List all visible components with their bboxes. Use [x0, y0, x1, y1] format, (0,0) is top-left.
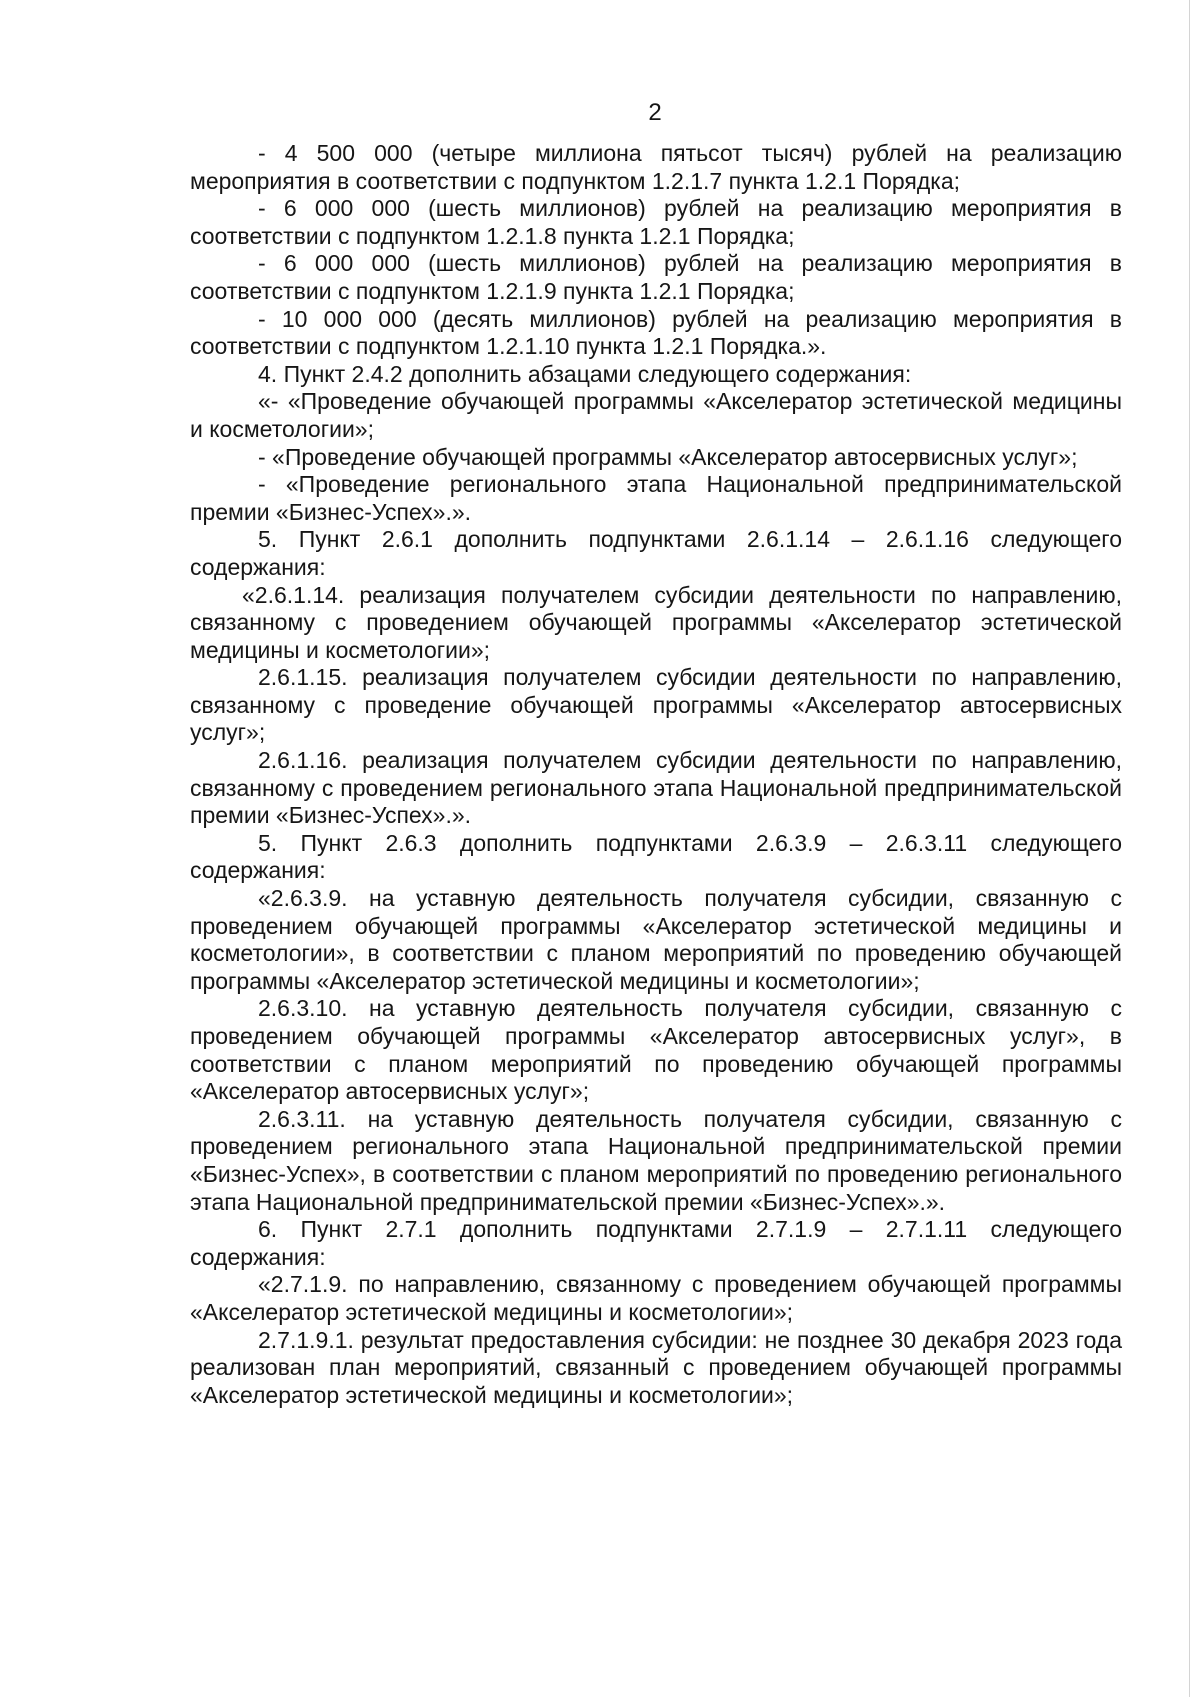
- paragraph: - 6 000 000 (шесть миллионов) рублей на реализацию мероприятия в соответствии с подпунктом 1.2.1.9 пункта 1.2.1 Порядка;: [190, 250, 1122, 304]
- paragraph: «2.6.3.9. на уставную деятельность получателя субсидии, связанную с проведением обучающей программы «Акселератор эстетической медицины и косметологии», в соответствии с планом мероприятий по проведению обучающей программы «Акселератор эстетической медицины и косметологии»;: [190, 885, 1122, 994]
- document-body: [190, 140, 1122, 1409]
- paragraph: 2.6.1.15. реализация получателем субсидии деятельности по направлению, связанному с проведение обучающей программы «Акселератор автосервисных услуг»;: [190, 664, 1122, 746]
- paragraph: «- «Проведение обучающей программы «Акселератор эстетической медицины и косметологии»;: [190, 388, 1122, 442]
- paragraph: 2.6.3.10. на уставную деятельность получателя субсидии, связанную с проведением обучающей программы «Акселератор автосервисных услуг», в соответствии с планом мероприятий по проведению обучающей программы «Акселератор автосервисных услуг»;: [190, 995, 1122, 1105]
- paragraph: - 6 000 000 (шесть миллионов) рублей на реализацию мероприятия в соответствии с подпунктом 1.2.1.8 пункта 1.2.1 Порядка;: [190, 195, 1122, 249]
- paragraph: - 4 500 000 (четыре миллиона пятьсот тысяч) рублей на реализацию мероприятия в соответствии с подпунктом 1.2.1.7 пункта 1.2.1 Порядка;: [190, 140, 1122, 194]
- paragraph: «2.6.1.14. реализация получателем субсидии деятельности по направлению, связанному с проведением обучающей программы «Акселератор эстетической медицины и косметологии»;: [190, 581, 1122, 663]
- paragraph: - «Проведение обучающей программы «Акселератор автосервисных услуг»;: [258, 443, 1078, 470]
- paragraph: 2.7.1.9.1. результат предоставления субсидии: не позднее 30 декабря 2023 года реализован план мероприятий, связанный с проведением обучающей программы «Акселератор эстетической медицины и косметологии»;: [190, 1326, 1122, 1408]
- paragraph: - «Проведение регионального этапа Национальной предпринимательской премии «Бизнес-Успех».».: [190, 471, 1122, 525]
- page-edge: [1189, 0, 1200, 1697]
- paragraph: 2.6.3.11. на уставную деятельность получателя субсидии, связанную с проведением регионального этапа Национальной предпринимательской премии «Бизнес-Успех», в соответствии с планом мероприятий по проведению регионального этапа Национальной предпринимательской премии «Бизнес-Успех».».: [190, 1105, 1122, 1215]
- paragraph: 5. Пункт 2.6.1 дополнить подпунктами 2.6.1.14 – 2.6.1.16 следующего содержания:: [190, 526, 1122, 580]
- paragraph: «2.7.1.9. по направлению, связанному с проведением обучающей программы «Акселератор эстетической медицины и косметологии»;: [190, 1271, 1122, 1325]
- page-number: 2: [648, 99, 662, 126]
- paragraph: 2.6.1.16. реализация получателем субсидии деятельности по направлению, связанному с проведением регионального этапа Национальной предпринимательской премии «Бизнес-Успех».».: [190, 747, 1122, 829]
- paragraph: 5. Пункт 2.6.3 дополнить подпунктами 2.6.3.9 – 2.6.3.11 следующего содержания:: [190, 829, 1122, 884]
- paragraph: - 10 000 000 (десять миллионов) рублей на реализацию мероприятия в соответствии с подпунктом 1.2.1.10 пункта 1.2.1 Порядка.».: [190, 305, 1122, 360]
- paragraph: 4. Пункт 2.4.2 дополнить абзацами следующего содержания:: [258, 360, 912, 387]
- paragraph: 6. Пункт 2.7.1 дополнить подпунктами 2.7.1.9 – 2.7.1.11 следующего содержания:: [190, 1216, 1122, 1270]
